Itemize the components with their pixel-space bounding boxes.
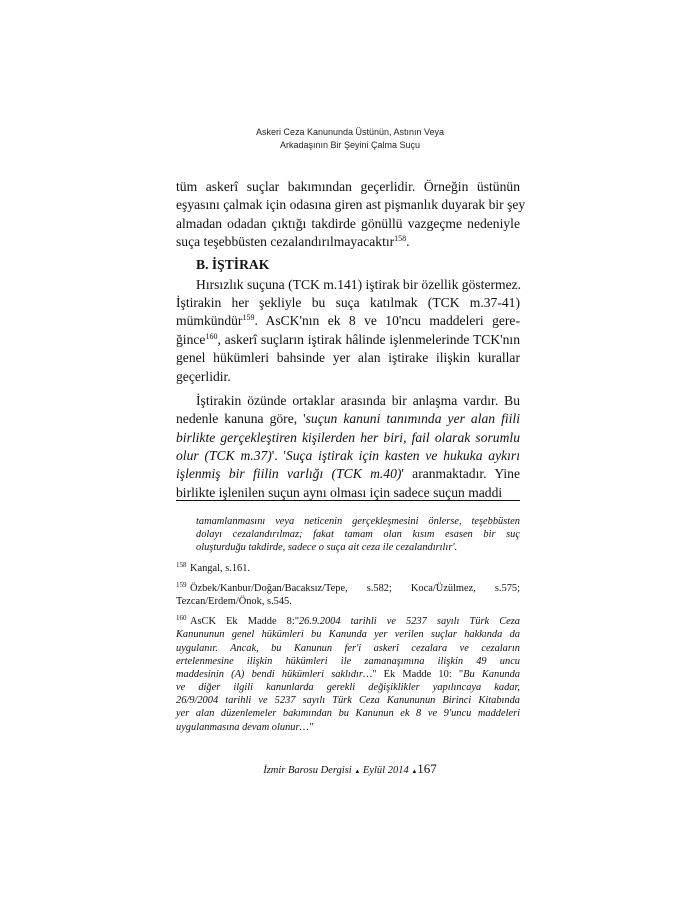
journal-name: İzmir Barosu Dergisi	[263, 765, 352, 776]
page-footer	[0, 761, 700, 777]
text-segment: Bu Kanunda	[463, 668, 521, 680]
text-line	[176, 178, 520, 196]
running-header-line-2: Arkadaşının Bir Şeyini Çalma Suçu	[279, 140, 421, 150]
text-line	[176, 681, 520, 694]
text-segment: ' aranmaktadır. Yine	[401, 466, 520, 482]
text-line	[176, 196, 526, 214]
text-segment: Özbek/Kanbur/Doğan/Bacaksız/Tepe, s.582; Koca/Üzülmez, s.575;	[190, 582, 520, 594]
text-line	[176, 465, 520, 483]
text-line	[176, 655, 520, 668]
text-segment: genel hükümleri bahsinde yer alan iştirake ilişkin kurallar	[176, 350, 520, 366]
text-segment: Tezcan/Erdem/Önok, s.545.	[176, 595, 292, 607]
text-segment: dolayı cezalandırılmaz; fakat tamam olan kısım esasen bir suç	[196, 529, 520, 541]
paragraph-1	[176, 178, 526, 252]
text-segment: uygulanır. Ancak, bu Kanunun fer'i askerî cezalara ve cezaların	[176, 642, 520, 654]
text-segment: Kangal, s.161.	[190, 562, 251, 574]
footnote-158	[176, 562, 520, 575]
text-line	[176, 392, 520, 410]
text-segment: 26/9/2004 tarihli ve 5237 sayılı Türk Ceza Kanununun Birinci Kitabında	[176, 695, 520, 707]
text-segment: İştirakin her şekliyle bu suça katılmak (TCK m.37-41)	[176, 294, 520, 310]
footnote-continued	[176, 515, 520, 555]
text-line	[176, 721, 520, 734]
text-segment: suça teşebbüsten cezalandırılmayacaktır	[176, 234, 395, 250]
footnote-reference: 158	[394, 234, 407, 244]
footnote-reference: 160	[205, 331, 218, 341]
text-segment: birlikte gerçekleştiren kişilerden her biri, fail olarak sorumlu	[176, 429, 520, 445]
text-segment: olur (TCK m.37)	[176, 448, 272, 464]
text-segment: '. '	[271, 448, 286, 464]
text-line	[176, 642, 520, 655]
text-line	[176, 312, 520, 330]
footnote-number: 160	[176, 614, 187, 623]
separator-triangle-icon: ▲	[354, 769, 361, 775]
footnote-159	[176, 582, 520, 608]
text-line	[176, 515, 520, 528]
section-heading: B. İŞTİRAK	[196, 256, 270, 272]
text-segment: Kanununun genel hükümleri bu Kanunda yer verilen suçlar hakkında da	[176, 629, 520, 641]
paragraph-3	[176, 392, 520, 502]
text-line	[176, 582, 520, 595]
text-line	[176, 410, 520, 428]
page-number: 167	[417, 761, 437, 776]
text-line	[176, 368, 520, 386]
text-line	[176, 541, 520, 554]
paragraph-2	[176, 276, 520, 386]
footnote-160	[176, 615, 520, 734]
text-segment: ertelenmesine ilişkin hükümleri ile zamanaşımına ilişkin 49 uncu	[176, 655, 520, 667]
text-segment: suçun kanuni tanımında yer alan fiili	[305, 411, 520, 427]
text-line	[176, 615, 520, 628]
text-line	[176, 276, 520, 294]
text-segment: Suça iştirak için kasten ve hukuka aykırı	[285, 448, 520, 464]
text-segment: işlenmiş bir fiilin varlığı (TCK m.40)	[176, 466, 402, 482]
text-segment: 26.9.2004 tarihli ve 5237 sayılı Türk Ceza	[298, 616, 521, 628]
text-line	[176, 233, 520, 251]
text-line	[176, 707, 520, 720]
running-header-line-1: Askeri Ceza Kanununda Üstünün, Astının Veya	[255, 127, 445, 137]
text-segment: geçerlidir.	[176, 368, 231, 384]
text-line	[176, 668, 520, 681]
text-segment: almadan odadan çıktığı takdirde gönüllü vazgeçme nedeniyle	[176, 215, 520, 231]
text-segment: tamamlanmasını veya neticenin gerçekleşmesini önlerse, teşebbüsten	[196, 516, 520, 527]
text-line	[176, 562, 520, 575]
footnote-number: 158	[176, 560, 187, 569]
text-line	[176, 215, 520, 233]
text-segment: .	[406, 234, 410, 250]
footnote-text	[176, 615, 520, 734]
text-line	[176, 331, 520, 349]
text-segment: yer alan düzenlemeler bakımından bu Kanunun ek 8 ve 9'uncu maddeleri	[176, 708, 520, 720]
text-segment: AsCK Ek Madde 8:"	[190, 616, 299, 628]
text-segment: oluşturduğu takdirde, sadece o suça ait ceza ile cezalandırılır'.	[196, 542, 458, 554]
text-line	[176, 294, 520, 312]
text-segment: maddesinin (A) bendi hükümleri saklıdır…	[176, 668, 373, 680]
text-line	[176, 349, 520, 367]
text-segment: , askerî suçların iştirak hâlinde işlenmelerinde TCK'nın	[217, 331, 520, 347]
body-text	[176, 178, 526, 502]
separator-triangle-icon: ▲	[411, 769, 418, 775]
text-segment: İştirakin özünde ortaklar arasında bir anlaşma vardır. Bu	[196, 392, 520, 408]
footnote-reference: 159	[242, 313, 255, 323]
text-line	[176, 694, 520, 707]
text-line	[176, 447, 520, 465]
text-segment: " Ek Madde 10: "	[372, 668, 464, 680]
text-segment: mümkündür	[176, 313, 243, 329]
text-segment: Hırsızlık suçuna (TCK m.141) iştirak bir özellik göstermez.	[196, 276, 522, 292]
text-segment: . AsCK'nın ek 8 ve 10'ncu maddeleri gere-	[254, 313, 520, 329]
text-segment: birlikte işlenilen suçun aynı olması için sadece suçun maddi	[176, 484, 503, 500]
text-segment: uygulanmasına devam olunur…"	[176, 721, 314, 733]
footnote-text	[176, 562, 520, 575]
text-line	[176, 595, 520, 608]
footnote-text	[176, 582, 520, 608]
text-segment: ğince	[176, 331, 206, 347]
footnote-separator	[176, 500, 520, 501]
text-segment: ve diğer ilgili kanunlarda gerekli değişiklikler yapılıncaya kadar,	[176, 682, 520, 694]
text-line	[176, 628, 520, 641]
text-segment: nedenle kanuna göre, '	[176, 411, 306, 427]
issue-date: Eylül 2014	[362, 765, 409, 776]
footnote-number: 159	[176, 580, 187, 589]
text-segment: eşyasını çalmak için odasına giren ast pişmanlık duyarak bir şey	[176, 197, 526, 213]
text-line	[176, 429, 520, 447]
text-line	[176, 528, 520, 541]
text-segment: tüm askerî suçlar bakımından geçerlidir. Örneğin üstünün	[176, 179, 520, 194]
footnotes	[176, 515, 520, 734]
